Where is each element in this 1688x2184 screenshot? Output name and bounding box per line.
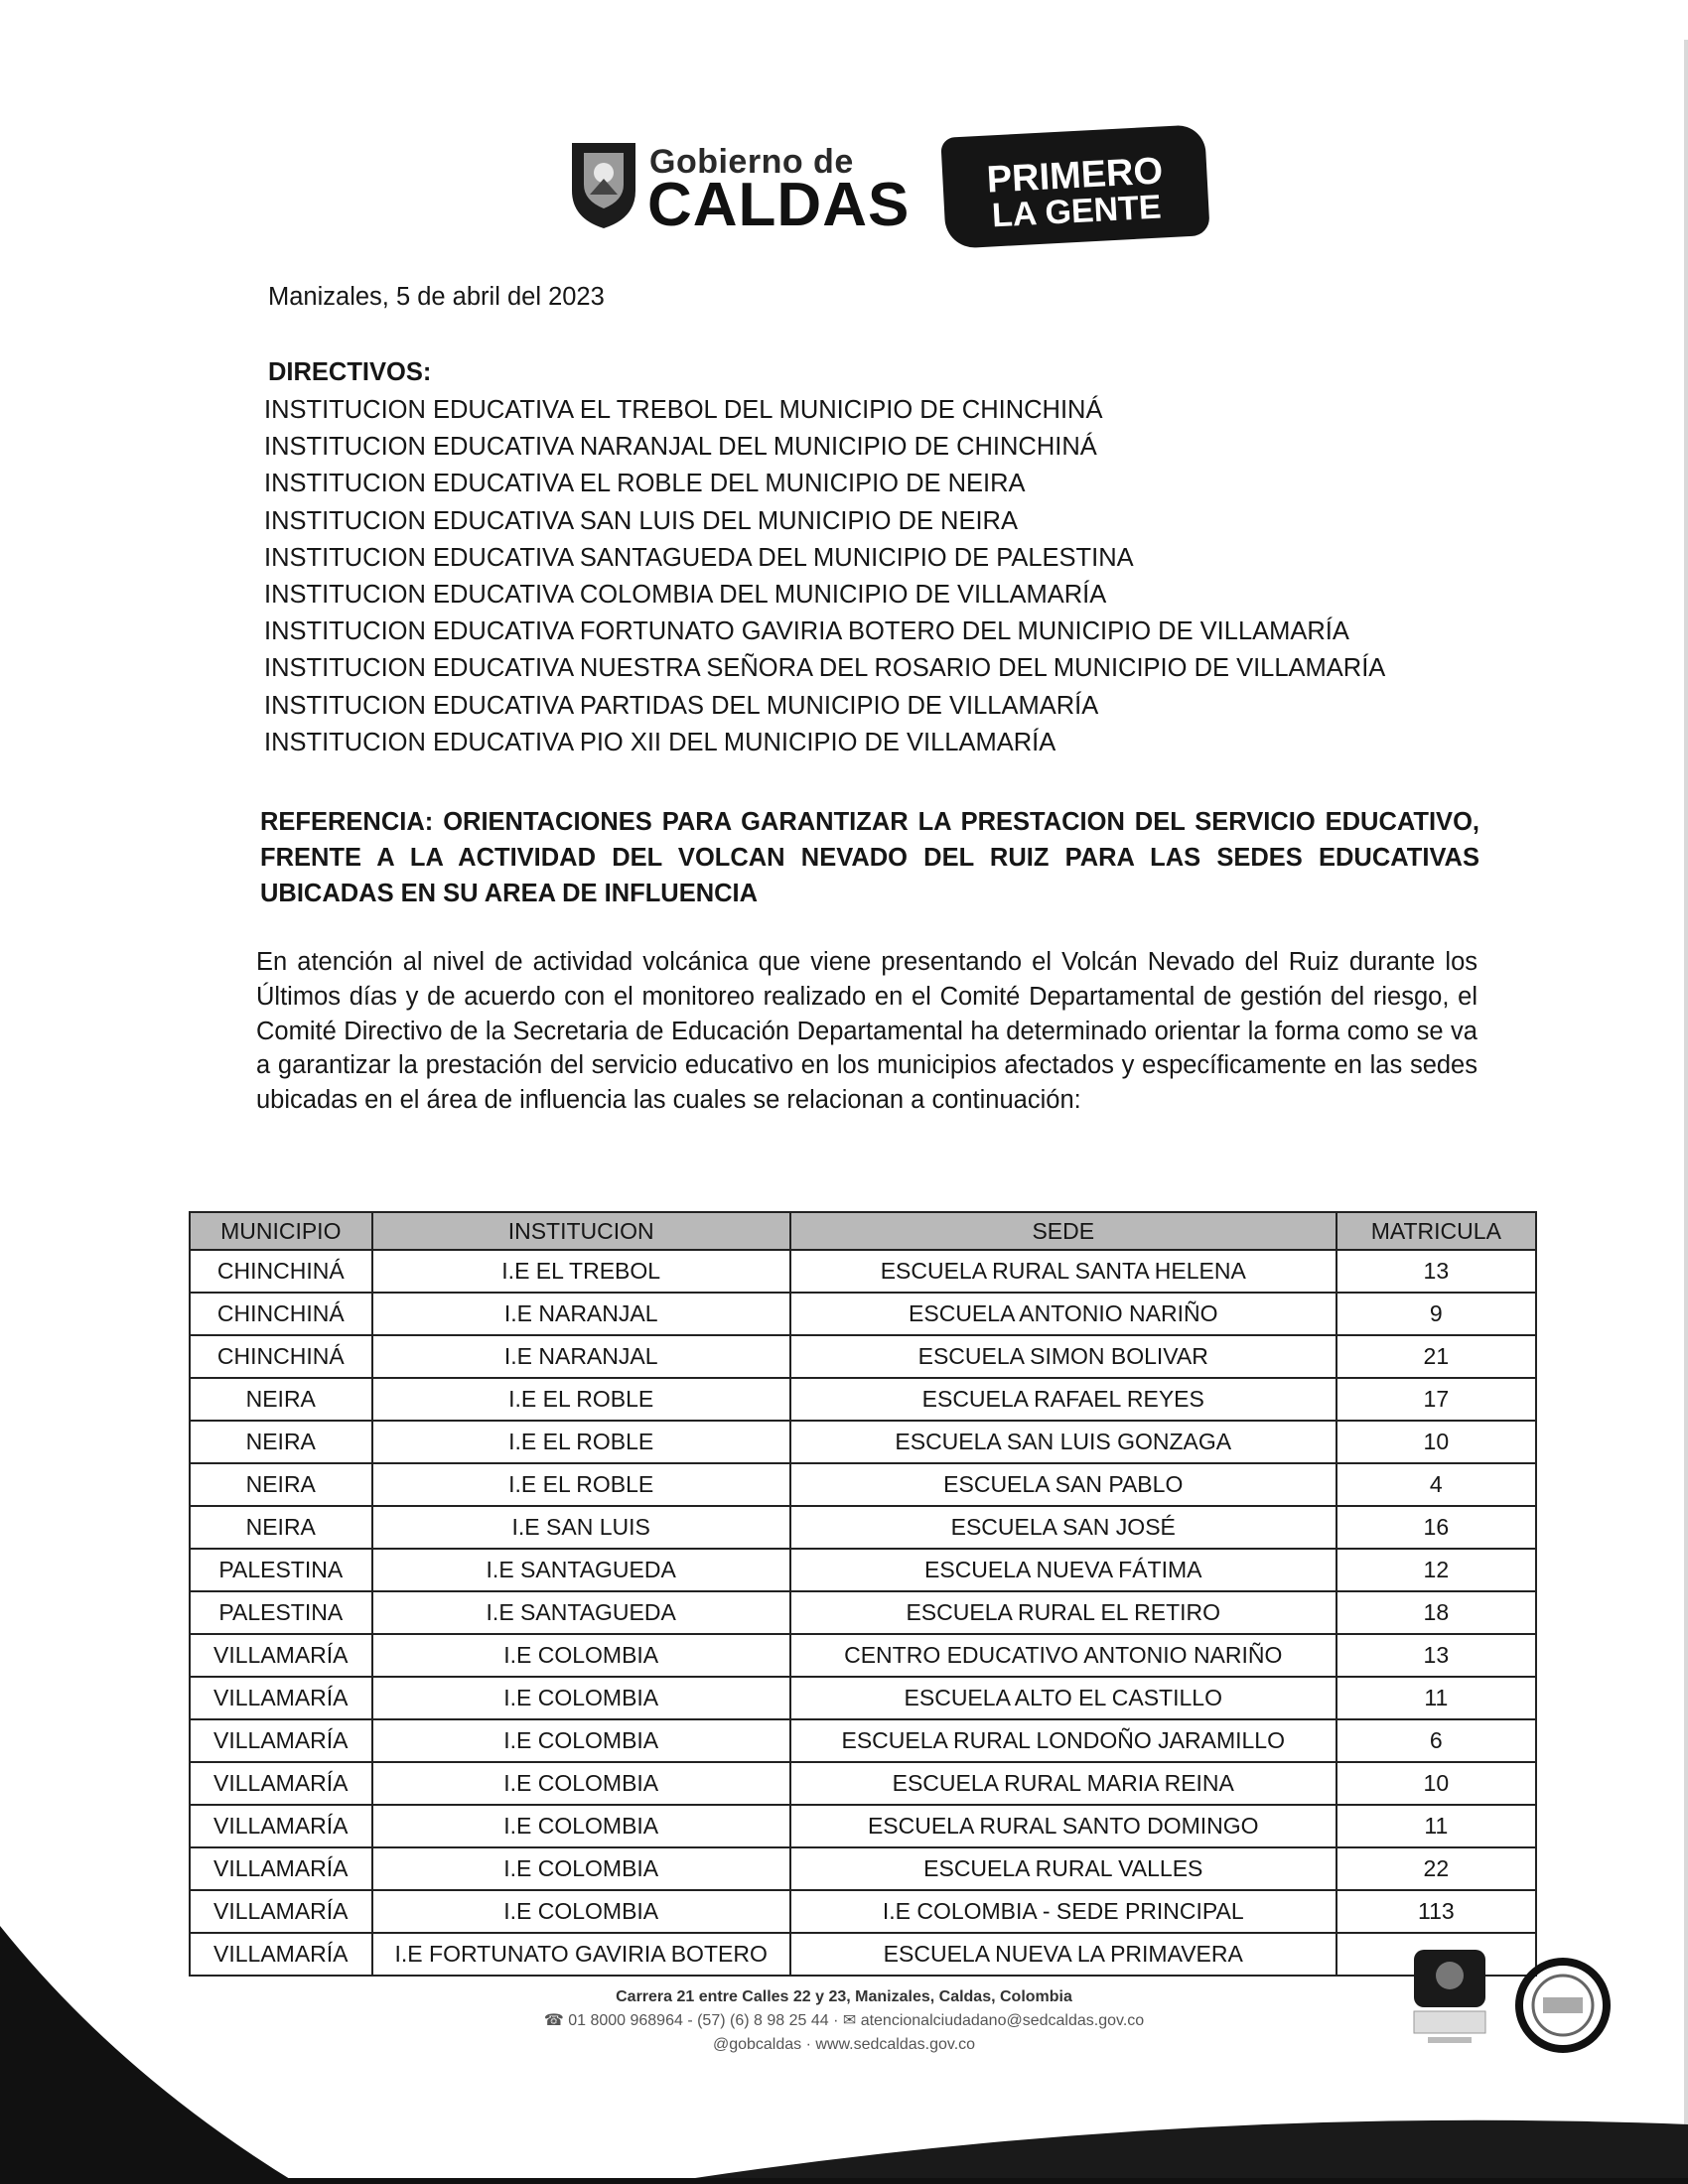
table-row <box>190 1378 1536 1421</box>
cell-municipio: CHINCHINÁ <box>190 1250 372 1293</box>
slogan-line-1: PRIMERO <box>985 150 1165 202</box>
recipient-item: INSTITUCION EDUCATIVA EL TREBOL DEL MUNICIPIO DE CHINCHINÁ <box>264 396 1103 424</box>
cell-matricula: 11 <box>1336 1805 1536 1847</box>
cell-institucion: I.E SANTAGUEDA <box>372 1591 790 1634</box>
cell-institucion: I.E EL TREBOL <box>372 1250 790 1293</box>
cell-matricula: 4 <box>1336 1463 1536 1506</box>
decorative-wedge-bottom <box>695 2115 1688 2184</box>
footer <box>417 1985 1271 2057</box>
cell-municipio: VILLAMARÍA <box>190 1847 372 1890</box>
cell-sede: ESCUELA RURAL MARIA REINA <box>790 1762 1336 1805</box>
footer-address: Carrera 21 entre Calles 22 y 23, Manizales, Caldas, Colombia <box>616 1988 1072 2005</box>
col-institucion-header: INSTITUCION <box>372 1212 790 1250</box>
cell-sede: ESCUELA NUEVA LA PRIMAVERA <box>790 1933 1336 1976</box>
table-row <box>190 1805 1536 1847</box>
decorative-wedge-left <box>0 1926 298 2184</box>
cell-municipio: VILLAMARÍA <box>190 1719 372 1762</box>
recipient-item: INSTITUCION EDUCATIVA SAN LUIS DEL MUNICIPIO DE NEIRA <box>264 506 1018 535</box>
cell-institucion: I.E EL ROBLE <box>372 1378 790 1421</box>
cell-sede: ESCUELA RURAL LONDOÑO JARAMILLO <box>790 1719 1336 1762</box>
cell-matricula: 11 <box>1336 1677 1536 1719</box>
cell-sede: ESCUELA ANTONIO NARIÑO <box>790 1293 1336 1335</box>
cell-matricula: 10 <box>1336 1762 1536 1805</box>
cell-institucion: I.E NARANJAL <box>372 1293 790 1335</box>
logo-line-2: CALDAS <box>647 171 911 239</box>
footer-contact: ☎ 01 8000 968964 - (57) (6) 8 98 25 44 · ✉ atencionalciudadano@sedcaldas.gov.co <box>543 2012 1145 2029</box>
cell-sede: ESCUELA SAN PABLO <box>790 1463 1336 1506</box>
recipient-item: INSTITUCION EDUCATIVA EL ROBLE DEL MUNICIPIO DE NEIRA <box>264 470 1026 498</box>
caldas-shield-icon <box>568 139 639 230</box>
cell-institucion: I.E COLOMBIA <box>372 1847 790 1890</box>
cell-sede: ESCUELA SAN JOSÉ <box>790 1506 1336 1549</box>
cell-institucion: I.E EL ROBLE <box>372 1421 790 1463</box>
cell-sede: ESCUELA NUEVA FÁTIMA <box>790 1549 1336 1591</box>
cell-municipio: VILLAMARÍA <box>190 1677 372 1719</box>
cell-matricula: 17 <box>1336 1378 1536 1421</box>
cell-municipio: NEIRA <box>190 1421 372 1463</box>
cell-municipio: VILLAMARÍA <box>190 1634 372 1677</box>
cell-institucion: I.E FORTUNATO GAVIRIA BOTERO <box>372 1933 790 1976</box>
cell-sede: ESCUELA SIMON BOLIVAR <box>790 1335 1336 1378</box>
cell-municipio: VILLAMARÍA <box>190 1805 372 1847</box>
cell-institucion: I.E COLOMBIA <box>372 1890 790 1933</box>
cell-institucion: I.E COLOMBIA <box>372 1677 790 1719</box>
cell-matricula: 21 <box>1336 1335 1536 1378</box>
cell-sede: CENTRO EDUCATIVO ANTONIO NARIÑO <box>790 1634 1336 1677</box>
cell-matricula: 6 <box>1336 1719 1536 1762</box>
cell-institucion: I.E EL ROBLE <box>372 1463 790 1506</box>
cell-institucion: I.E COLOMBIA <box>372 1719 790 1762</box>
recipient-item: INSTITUCION EDUCATIVA PIO XII DEL MUNICIPIO DE VILLAMARÍA <box>264 728 1056 756</box>
cell-sede: ESCUELA RURAL SANTA HELENA <box>790 1250 1336 1293</box>
recipients-list <box>264 392 1385 761</box>
cell-sede: ESCUELA RURAL SANTO DOMINGO <box>790 1805 1336 1847</box>
slogan-line-2: LA GENTE <box>991 188 1163 235</box>
col-municipio-header: MUNICIPIO <box>190 1212 372 1250</box>
cell-municipio: NEIRA <box>190 1506 372 1549</box>
cell-matricula: 9 <box>1336 1293 1536 1335</box>
table-row <box>190 1463 1536 1506</box>
recipient-item: INSTITUCION EDUCATIVA NARANJAL DEL MUNICIPIO DE CHINCHINÁ <box>264 433 1097 462</box>
cell-sede: I.E COLOMBIA - SEDE PRINCIPAL <box>790 1890 1336 1933</box>
recipient-item: INSTITUCION EDUCATIVA NUESTRA SEÑORA DEL ROSARIO DEL MUNICIPIO DE VILLAMARÍA <box>264 654 1386 683</box>
table-row <box>190 1933 1536 1976</box>
table-row <box>190 1335 1536 1378</box>
table-row <box>190 1719 1536 1762</box>
table-row <box>190 1293 1536 1335</box>
cell-municipio: VILLAMARÍA <box>190 1762 372 1805</box>
cell-matricula: 13 <box>1336 1250 1536 1293</box>
col-matricula-header: MATRICULA <box>1336 1212 1536 1250</box>
cell-sede: ESCUELA RURAL VALLES <box>790 1847 1336 1890</box>
table-body <box>190 1250 1536 1976</box>
cell-matricula: 13 <box>1336 1634 1536 1677</box>
footer-web: @gobcaldas · www.sedcaldas.gov.co <box>712 2036 976 2053</box>
page-edge-shadow <box>1684 40 1688 2164</box>
table-row <box>190 1250 1536 1293</box>
cell-institucion: I.E COLOMBIA <box>372 1634 790 1677</box>
recipient-item: INSTITUCION EDUCATIVA SANTAGUEDA DEL MUNICIPIO DE PALESTINA <box>264 543 1134 572</box>
table-header-row <box>190 1212 1536 1250</box>
cell-institucion: I.E SANTAGUEDA <box>372 1549 790 1591</box>
cell-sede: ESCUELA SAN LUIS GONZAGA <box>790 1421 1336 1463</box>
recipient-item: INSTITUCION EDUCATIVA FORTUNATO GAVIRIA BOTERO DEL MUNICIPIO DE VILLAMARÍA <box>264 617 1349 646</box>
table-row <box>190 1847 1536 1890</box>
cell-municipio: VILLAMARÍA <box>190 1890 372 1933</box>
letter-date: Manizales, 5 de abril del 2023 <box>268 283 605 311</box>
cell-matricula: 10 <box>1336 1421 1536 1463</box>
cell-municipio: NEIRA <box>190 1463 372 1506</box>
cell-municipio: PALESTINA <box>190 1549 372 1591</box>
cell-sede: ESCUELA RURAL EL RETIRO <box>790 1591 1336 1634</box>
recipient-item: INSTITUCION EDUCATIVA COLOMBIA DEL MUNICIPIO DE VILLAMARÍA <box>264 581 1107 610</box>
reference-heading: REFERENCIA: ORIENTACIONES PARA GARANTIZAR LA PRESTACION DEL SERVICIO EDUCATIVO, FRENTE A LA ACTIVIDAD DEL VOLCAN NEVADO DEL RUIZ PARA LAS SEDES EDUCATIVAS UBICADAS EN SU AREA DE INFLUENCIA <box>260 808 1479 907</box>
col-sede-header: SEDE <box>790 1212 1336 1250</box>
cell-sede: ESCUELA ALTO EL CASTILLO <box>790 1677 1336 1719</box>
logo-line-1: Gobierno de <box>649 143 854 181</box>
cell-matricula: 12 <box>1336 1549 1536 1591</box>
header-logos <box>568 131 1203 250</box>
table-row <box>190 1506 1536 1549</box>
page-bottom-edge <box>0 2178 1688 2184</box>
cell-municipio: CHINCHINÁ <box>190 1293 372 1335</box>
cell-institucion: I.E NARANJAL <box>372 1335 790 1378</box>
certification-seal-icon <box>1408 1948 1491 2047</box>
cell-municipio: VILLAMARÍA <box>190 1933 372 1976</box>
cell-sede: ESCUELA RAFAEL REYES <box>790 1378 1336 1421</box>
cell-institucion: I.E COLOMBIA <box>372 1805 790 1847</box>
cell-matricula: 18 <box>1336 1591 1536 1634</box>
cell-institucion: I.E COLOMBIA <box>372 1762 790 1805</box>
cell-municipio: PALESTINA <box>190 1591 372 1634</box>
intro-paragraph: En atención al nivel de actividad volcánica que viene presentando el Volcán Nevado del Ruiz durante los Últimos días y de acuerdo con el monitoreo realizado en el Comité Departamental de gestión del riesgo, el Comité Directivo de la Secretaria de Educación Departamental ha determinado orientar la forma como se va a garantizar la prestación del servicio educativo en los municipios afectados y específicamente en las sedes ubicadas en el área de influencia las cuales se relacionan a continuación: <box>256 948 1477 1115</box>
table-row <box>190 1762 1536 1805</box>
cell-matricula: 16 <box>1336 1506 1536 1549</box>
cell-municipio: CHINCHINÁ <box>190 1335 372 1378</box>
cell-matricula: 113 <box>1336 1890 1536 1933</box>
table-row <box>190 1634 1536 1677</box>
sedes-table <box>189 1211 1537 1977</box>
recipients-title: DIRECTIVOS: <box>268 358 432 386</box>
cell-matricula: 22 <box>1336 1847 1536 1890</box>
slogan-badge <box>940 124 1209 249</box>
recipient-item: INSTITUCION EDUCATIVA PARTIDAS DEL MUNICIPIO DE VILLAMARÍA <box>264 691 1099 720</box>
cell-institucion: I.E SAN LUIS <box>372 1506 790 1549</box>
table-row <box>190 1591 1536 1634</box>
cell-municipio: NEIRA <box>190 1378 372 1421</box>
table-row <box>190 1677 1536 1719</box>
table-row <box>190 1421 1536 1463</box>
table-row <box>190 1890 1536 1933</box>
quality-seal-icon <box>1513 1956 1613 2055</box>
table-row <box>190 1549 1536 1591</box>
